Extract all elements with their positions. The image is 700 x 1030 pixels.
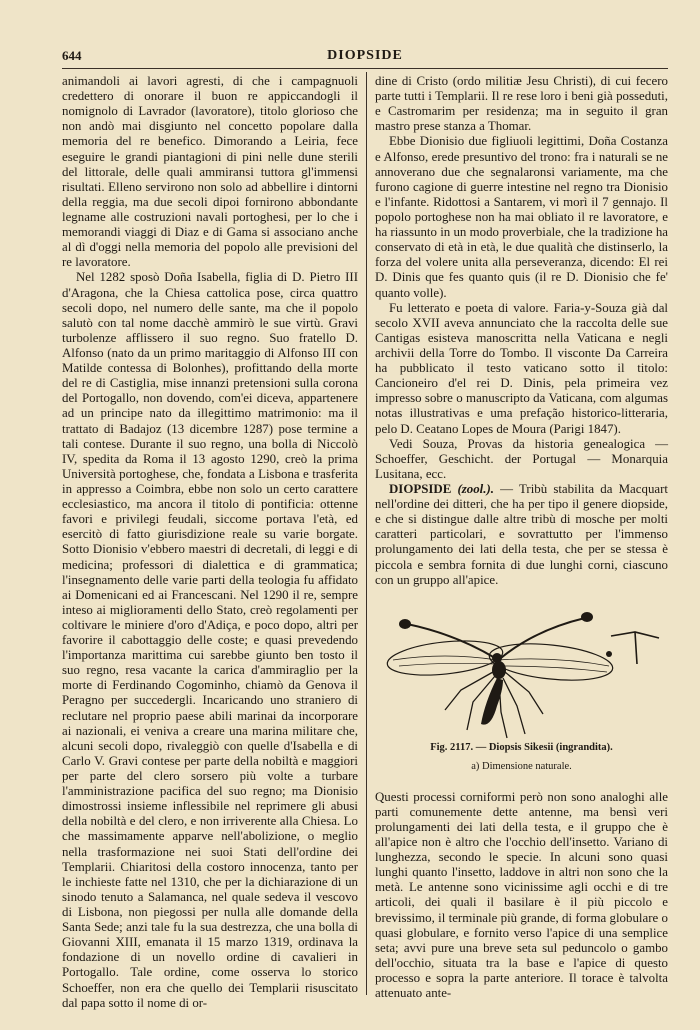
- right-column: [375, 74, 668, 1001]
- page-header: [62, 48, 668, 68]
- left-column: [62, 74, 358, 1011]
- diopsis-insect-illustration: [375, 594, 668, 744]
- figure-subcaption: a) Dimensione naturale.: [471, 760, 572, 772]
- right-paragraph-6: Questi processi corniformi però non sono analoghi alle parti comunemente dette antenne, ma bensì veri prolungamenti dei lati della testa, e il gruppo che è all'apice non è altro che l'occhio dell'insetto. Variano di lunghezza, secondo le specie. In alcuni sono quasi lunghi quanto l'insetto, laddove in altri non sono che la metà. Le antenne sono vicinissime agli occhi e di tre articoli, dei quali il basilare è il più piccolo e brevissimo, il terminale più grande, di forma globulare o quasi globulare, e fornito verso l'apice di una semplice seta; avvi pure una breve seta sul peduncolo o gambo dell'occhio, situata tra la base e l'apice di questo processo e sopra la parte anteriore. Il torace è talvolta attenuato ante-: [375, 789, 668, 1001]
- entry-abbreviation: (zool.).: [457, 481, 495, 496]
- figure-caption: Fig. 2117. — Diopsis Sikesii (ingrandita).: [430, 741, 613, 753]
- entry-headword: DIOPSIDE: [389, 481, 452, 496]
- right-paragraph-3: Fu letterato e poeta di valore. Faria-y-Souza già dal secolo XVII aveva annunciato che la raccolta delle sue Cantigas esisteva manoscritta nella Vaticana e negli archivii della Torre do Tombo. Il visconte Da Carreira ha pubblicato il testo vaticano sotto il titolo: Cancioneiro d'el rei D. Dinis, pela primeira vez impresso sobre o manuscripto da Vaticana, com algumas notas illustrativas e uma prefação historico-litteraria, pelo D. Ceatano Lopes de Moura (Parigi 1847).: [375, 300, 668, 436]
- entry-text: — Tribù stabilita da Macquart nell'ordine dei ditteri, che ha per tipo il genere diopside, e che si distingue dalle altre tribù di mosche per molti caratteri particolari, e sovrattutto per l'immenso prolungamento dei lati della testa, che per se stessa è piccola e sembra fornita di due lunghi corni, ciascuno con un gruppo all'apice.: [375, 481, 668, 587]
- right-paragraph-1: dine di Cristo (ordo militiæ Jesu Christi), di cui fecero parte tutti i Templarii. Il re rese loro i beni già posseduti, e Castromarim per residenza; ma in seguito il gran mastro prese stanza a Thomar.: [375, 74, 668, 134]
- left-paragraph-2: Nel 1282 sposò Doña Isabella, figlia di D. Pietro III d'Aragona, che la Chiesa cattolica pose, circa quattro secoli dopo, nel numero delle sante, ma che il popolo salutò con tal nome dacchè ammirò le sue virtù. Gravi turbolenze afflissero il suo regno. Suo fratello D. Alfonso (nato da un primo maritaggio di Alfonso III con Matilde contessa di Bolonhes), profittando della morte del re di Castiglia, mise innanzi pretensioni sulla corona del Portogallo, non dovendo, com'ei diceva, appartenere ad un principe nato da illegittimo matrimonio: ma il trattato di Badajoz (13 dicembre 1287) pose termine a tali contese. Durante il suo regno, una bolla di Niccolò IV, spedita da Roma il 13 agosto 1290, creò la prima Università portoghese, che, fondata a Lisbona e trasferita in appresso a Coimbra, ebbe non solo un certo carattere ecclesiastico, ma ancora il titolo di pontificia: ottenne favori e privilegi feudali, siccome portava l'età, ed esercitò di fatto giurisdizione reale su varie borgate. Sotto Dionisio v'ebbero maestri di decretali, di leggi e di medicina; professori di dialettica e di grammatica; l'insegnamento delle varie parti della teologia fu affidato ai Domenicani ed ai Francescani. Nel 1290 il re, sempre inteso ai miglioramenti dello Stato, creò regolamenti per coltivare le miniere d'oro d'Adiça, e poco dopo, altri per favorire il cabottaggio delle coste; e quasi prevedendo l'importanza marittima cui sarebbe giunto ben tosto il suo regno, resa vacante la carica d'ammiraglio per la morte di Ferdinando Cogominho, chiamò da Genova il Peragno per succedergli. Incaricando uno straniero di reclutare nel proprio paese abili marinai da incorporare ai nazionali, ei veniva a creare una marina militare che, alcuni secoli dopo, rivaleggiò con quelle d'Isabella e di Carlo V. Gravi contese per parte della nobiltà e maggiori per parte del clero sorsero più volte a turbare l'amministrazione pacifica del suo regno; ma Dionisio dimostrossi insieme inflessibile nel reprimere gli abusi della nobiltà e del clero, e non irriverente alla Chiesa. Lo che massimamente apparve nell'abolizione, o meglio nella trasformazione nei suoi Stati dell'ordine dei Templarii. Chiaritosi della costoro innocenza, tanto per le inchieste fatte nel 1310, che per la dichiarazione di un sinodo tenuto a Salamanca, nel quale sedeva il vescovo di Lisbona, non piegossi per nulla alle domande della Santa Sede; anzi tale fu la sua destrezza, che una bolla di Giovanni XIII, emanata il 15 marzo 1319, ordinava la fondazione di un novello ordine di cavalieri in Portogallo. Tale ordine, come osserva lo storico Schoeffer, non era che quello dei Templarii risuscitato dal papa sotto il nome di or-: [62, 270, 358, 1010]
- running-head: DIOPSIDE: [327, 48, 403, 63]
- right-paragraph-2: Ebbe Dionisio due figliuoli legittimi, Doña Costanza e Alfonso, erede presuntivo del trono: fra i naturali se ne annoverano due che segnalaronsi variamente, ma che furono cagione di guerre intestine nel regno tra Dionisio e l'infante. Ridottosi a Santarem, vi morì il 7 gennajo. Il popolo portoghese non ha mai obliato il re lavoratore, e ha riassunto in un modo proverbiale, che la tradizione ha conservato di età in età, le due qualità che distinserlo, la forza del volere unita alla perseveranza, dicendo: El rei D. Dinis que fes quanto quis (il re D. Dionisio che fe' quanto volle).: [375, 134, 668, 300]
- page-number: 644: [62, 48, 82, 63]
- right-paragraph-4: Vedi Souza, Provas da historia genealogica — Schoeffer, Geschicht. der Portugal — Monarquia Lusitana, ecc.: [375, 436, 668, 481]
- column-divider: [366, 72, 367, 995]
- header-rule: [62, 68, 668, 69]
- entry-diopside: [375, 482, 668, 588]
- figure-diopsis: [375, 594, 668, 784]
- left-paragraph-1: animandoli ai lavori agresti, di che i campagnuoli credettero di onorare il buon re appiccandogli il nomignolo di Lavrador (lavoratore), titolo glorioso che non andò mai disgiunto nel concetto popolare dalla memoria del re benefico. Dimorando a Leiria, fece eseguire le grandi piantagioni di pini nelle dune sterili del littorale, delle quali ammiransi tuttora gl'immensi risultati. Elleno servirono non solo ad abbellire i dintorni della reggia, ma due secoli dipoi fornirono abbondante legname alle costruzioni navali portoghesi, per lo che i memorandi viaggi di Diaz e di Gama si associano anche al dì d'oggi nella memoria del popolo alle previsioni del re lavoratore.: [62, 74, 358, 270]
